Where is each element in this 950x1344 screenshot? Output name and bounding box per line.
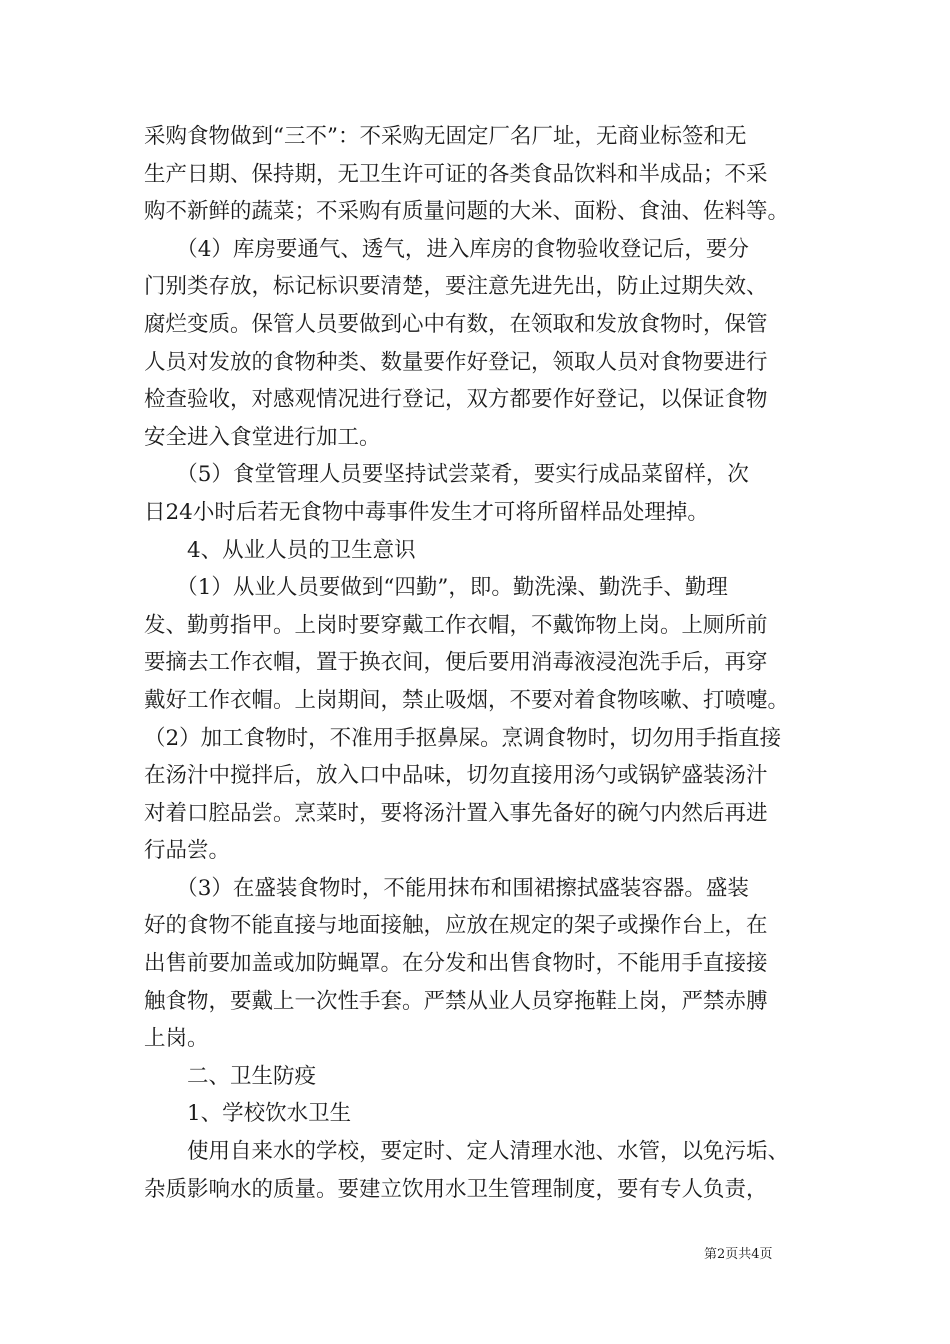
- text-line: 安全进入食堂进行加工。: [144, 424, 381, 450]
- text-line: 上岗。: [144, 1026, 209, 1052]
- document-body: [144, 118, 814, 1208]
- section-heading: 4、从业人员的卫生意识: [144, 537, 416, 563]
- text-line: 日24小时后若无食物中毒事件发生才可将所留样品处理掉。: [144, 499, 709, 525]
- text-line: 在汤汁中搅拌后，放入口中品味，切勿直接用汤勺或锅铲盛装汤汁: [144, 763, 768, 789]
- text-line: 购不新鲜的蔬菜；不采购有质量问题的大米、面粉、食油、佐料等。: [144, 199, 790, 225]
- text-line: 好的食物不能直接与地面接触，应放在规定的架子或操作台上，在: [144, 913, 768, 939]
- text-line: 使用自来水的学校，要定时、定人清理水池、水管，以免污垢、: [144, 1139, 790, 1165]
- text-line: 人员对发放的食物种类、数量要作好登记，领取人员对食物要进行: [144, 349, 768, 375]
- text-line: （3）在盛装食物时，不能用抹布和围裙擦拭盛装容器。盛装: [144, 875, 749, 901]
- text-line: （1）从业人员要做到“四勤”，即。勤洗澡、勤洗手、勤理: [144, 575, 728, 601]
- text-line: 戴好工作衣帽。上岗期间，禁止吸烟，不要对着食物咳嗽、打喷嚏。: [144, 687, 790, 713]
- text-line: 对着口腔品尝。烹菜时，要将汤汁置入事先备好的碗勺内然后再进: [144, 800, 768, 826]
- text-line: 采购食物做到“三不”：不采购无固定厂名厂址，无商业标签和无: [144, 124, 747, 149]
- text-line: 生产日期、保持期，无卫生许可证的各类食品饮料和半成品；不采: [144, 161, 768, 187]
- text-line: 要摘去工作衣帽，置于换衣间，便后要用消毒液浸泡洗手后，再穿: [144, 650, 768, 676]
- text-line: 检查验收，对感观情况进行登记，双方都要作好登记，以保证食物: [144, 387, 768, 413]
- text-line: （4）库房要通气、透气，进入库房的食物验收登记后，要分: [144, 236, 749, 262]
- text-line: 发、勤剪指甲。上岗时要穿戴工作衣帽，不戴饰物上岗。上厕所前: [144, 612, 768, 638]
- text-line: 触食物，要戴上一次性手套。严禁从业人员穿拖鞋上岗，严禁赤膊: [144, 988, 768, 1014]
- section-heading: 1、学校饮水卫生: [144, 1101, 352, 1127]
- text-line: 门别类存放，标记标识要清楚，要注意先进先出，防止过期失效、: [144, 274, 768, 300]
- page-number-footer: 第2页共4页: [704, 1247, 773, 1262]
- section-heading: 二、卫生防疫: [144, 1063, 317, 1089]
- text-line: 出售前要加盖或加防蝇罩。在分发和出售食物时，不能用手直接接: [144, 951, 768, 977]
- text-line: 杂质影响水的质量。要建立饮用水卫生管理制度，要有专人负责，: [144, 1176, 768, 1202]
- text-line: 腐烂变质。保管人员要做到心中有数，在领取和发放食物时，保管: [144, 311, 768, 337]
- text-line: （2）加工食物时，不准用手抠鼻屎。烹调食物时，切勿用手指直接: [144, 725, 782, 751]
- text-line: （5）食堂管理人员要坚持试尝菜肴，要实行成品菜留样，次: [144, 462, 749, 488]
- text-line: 行品尝。: [144, 838, 231, 864]
